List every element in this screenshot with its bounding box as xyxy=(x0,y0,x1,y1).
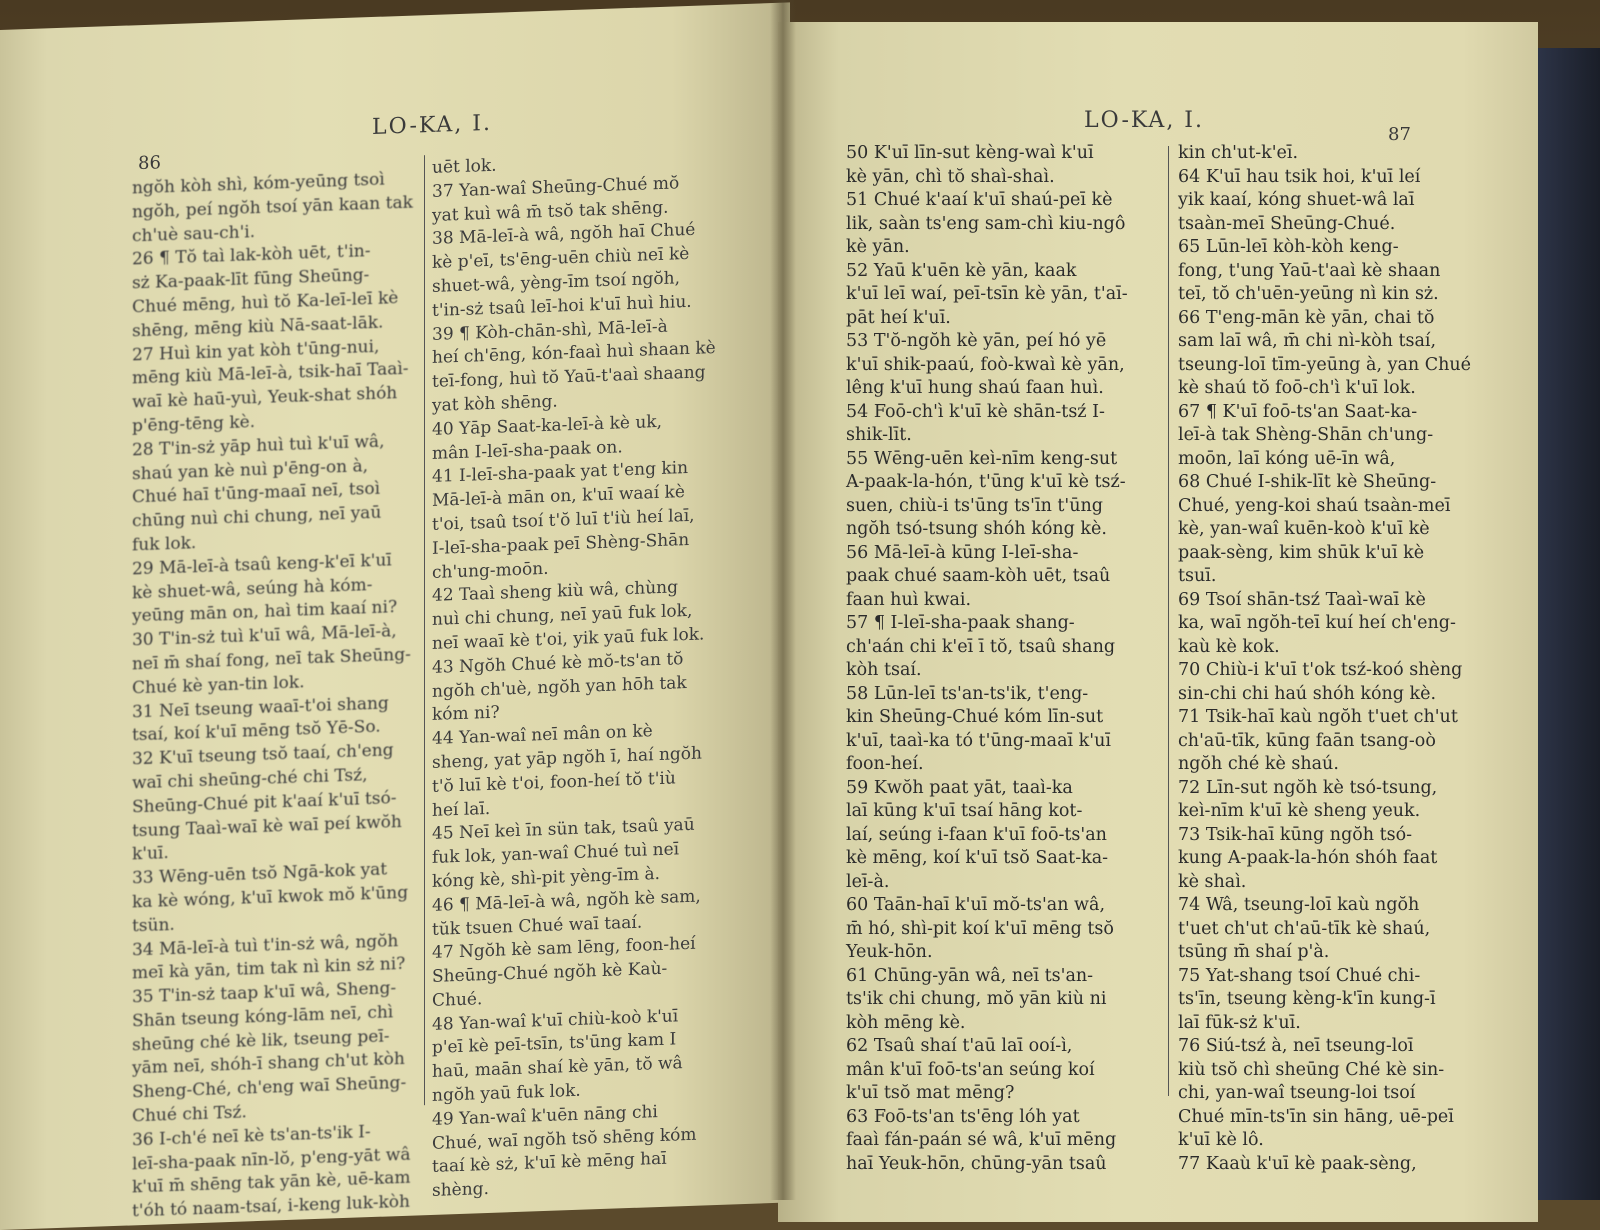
text-line: k'uī. xyxy=(132,843,169,865)
text-line: haī Yeuk-hōn, chūng-yān tsaû xyxy=(846,1153,1107,1174)
text-line: 72 Līn-sut ngŏh kè tsó-tsung, xyxy=(1178,777,1438,798)
text-line: tseung-loī tīm-yeūng à, yan Chué xyxy=(1178,354,1472,375)
text-line: kè shaì. xyxy=(1178,871,1247,892)
text-line: 28 T'in-sż yāp huì tuì k'uī wâ, xyxy=(132,431,385,461)
left-page xyxy=(0,2,790,1230)
text-line: k'uī kè lô. xyxy=(1178,1130,1264,1150)
text-line: 69 Tsoí shān-tsź Taaì-waī kè xyxy=(1178,589,1426,610)
text-line: kè, yan-waî kuēn-koò k'uī kè xyxy=(1178,519,1430,539)
text-line: Chué mēng, huì tŏ Ka-leī-leī kè xyxy=(132,288,399,318)
text-line: kè mēng, koí k'uī tsŏ Saat-ka- xyxy=(846,848,1109,868)
right-column-1 xyxy=(846,142,1166,1174)
text-line: t'ŏ luī kè t'oi, foon-heí tŏ t'iù xyxy=(432,768,676,797)
text-line: 49 Yan-waî k'uēn nāng chi xyxy=(432,1101,658,1130)
text-line: tŭk tsuen Chué waī taaí. xyxy=(432,912,643,940)
text-line: 61 Chūng-yān wâ, neī ts'an- xyxy=(846,965,1094,986)
text-line: faaì fán-paán sé wâ, k'uī mēng xyxy=(846,1130,1117,1150)
text-line: A-paak-la-hón, t'ūng k'uī kè tsź- xyxy=(846,472,1126,492)
text-line: lêng k'uī hung shaú faan huì. xyxy=(846,378,1104,398)
text-line: 75 Yat-shang tsoí Chué chi- xyxy=(1178,965,1421,986)
text-line: foon-heí. xyxy=(846,754,924,774)
text-line: kóng kè, shì-pit yèng-īm à. xyxy=(432,863,661,892)
text-line: mân k'uī foō-ts'an seúng koí xyxy=(846,1059,1095,1080)
text-line: 31 Neī tseung waaī-t'oi shang xyxy=(132,692,389,722)
text-line: Mā-leī-à mān on, k'uī waaí kè xyxy=(432,482,685,512)
text-line: laí, seúng i-faan k'uī foō-ts'an xyxy=(846,824,1107,845)
text-line: Chué mīn-ts'īn sin hāng, uē-peī xyxy=(1178,1106,1454,1127)
text-line: kòh tsaí. xyxy=(846,660,922,680)
text-line: k'uī m̄ shēng tak yān kè, uē-kam xyxy=(132,1168,411,1198)
text-line: teī, tŏ ch'uēn-yeūng nì kin sż. xyxy=(1178,284,1439,304)
left-page-number: 86 xyxy=(138,152,161,175)
text-line: kin Sheūng-Chué kóm līn-sut xyxy=(846,707,1104,727)
text-line: kè shaú tŏ foō-ch'ì k'uī lok. xyxy=(1178,378,1416,398)
text-line: tsaí, koí k'uī mēng tsŏ Yē-So. xyxy=(132,717,381,746)
text-line: yat kuì wâ m̄ tsŏ tak shēng. xyxy=(432,197,669,226)
text-line: ts'īn, tseung kèng-k'īn kung-ī xyxy=(1178,989,1436,1009)
text-line: ch'aū-tīk, kūng faān tsang-oò xyxy=(1178,730,1436,751)
text-line: Chué. xyxy=(432,989,483,1011)
text-line: 35 T'in-sż taap k'uī wâ, Sheng- xyxy=(132,978,397,1008)
text-line: 60 Taān-haī k'uī mŏ-ts'an wâ, xyxy=(846,895,1106,915)
text-line: sam laī wâ, m̄ chi nì-kòh tsaí, xyxy=(1178,331,1437,351)
text-line: kè yān, chì tŏ shaì-shaì. xyxy=(846,166,1055,187)
text-line: fong, t'ung Yaū-t'aaì kè shaan xyxy=(1178,260,1441,281)
text-line: heí laī. xyxy=(432,798,491,821)
text-line: ngŏh ch'uè, ngŏh yan hōh tak xyxy=(432,672,687,702)
text-line: taaí kè sż, k'uī kè mēng haī xyxy=(432,1149,667,1178)
text-line: kè p'eī, ts'ēng-uēn chiù neī kè xyxy=(432,244,690,274)
text-line: ka, waī ngŏh-teī kuí heí ch'eng- xyxy=(1178,613,1456,633)
text-line: m̄ hó, shì-pit koí k'uī mēng tsŏ xyxy=(846,918,1114,939)
text-line: waī chi sheūng-ché chi Tsź, xyxy=(132,765,368,794)
text-line: 36 I-ch'é neī kè ts'an-ts'ik I- xyxy=(132,1121,371,1151)
text-line: chūng nuì chi chung, neī yaū xyxy=(132,502,382,532)
text-line: ngŏh tsó-tsung shóh kóng kè. xyxy=(846,519,1107,539)
text-line: nuì chi chung, neī yaū fuk lok, xyxy=(432,600,693,631)
text-line: Chué haī t'ūng-maaī neī, tsoì xyxy=(132,479,381,508)
text-line: t'oi, tsaû tsoí t'ŏ luī t'iù heí laī, xyxy=(432,505,695,535)
text-line: laī fūk-sż k'uī. xyxy=(1178,1012,1301,1033)
text-line: k'uī tsŏ mat mēng? xyxy=(846,1083,1015,1103)
text-line: 51 Chué k'aaí k'uī shaú-peī kè xyxy=(846,190,1113,210)
text-line: 54 Foō-ch'ì k'uī kè shān-tsź I- xyxy=(846,401,1105,422)
text-line: 62 Tsaû shaí t'aū laī ooí-ì, xyxy=(846,1036,1073,1056)
left-column-divider xyxy=(424,155,425,1105)
text-line: 74 Wâ, tseung-loī kaù ngŏh xyxy=(1178,895,1420,915)
text-line: 48 Yan-waî k'uī chiù-koò k'uī xyxy=(432,1006,679,1035)
text-line: mēng kiù Mā-leī-à, tsik-haī Taaì- xyxy=(132,359,409,389)
text-line: 44 Yan-waî neī mân on kè xyxy=(432,721,653,750)
text-line: 64 K'uī hau tsik hoi, k'uī leí xyxy=(1178,166,1421,187)
left-column-1 xyxy=(132,167,418,1222)
right-page-header: LO-KA, I. xyxy=(1084,108,1204,133)
text-line: 76 Siú-tsź à, neī tseung-loī xyxy=(1178,1036,1414,1056)
text-line: t'in-sż tsaû leī-hoi k'uī huì hiu. xyxy=(432,291,692,321)
text-line: heí ch'ēng, kón-faaì huì shaan kè xyxy=(432,338,716,369)
text-line: 41 I-leī-sha-paak yat t'eng kin xyxy=(432,458,689,488)
text-line: fuk lok. xyxy=(132,533,197,556)
text-line: kóm ni? xyxy=(432,702,500,726)
text-line: chi, yan-waî tseung-loi tsoí xyxy=(1178,1083,1416,1103)
text-line: yeūng mān on, haì tim kaaí ni? xyxy=(132,597,398,627)
text-line: paak chué saam-kòh uēt, tsaû xyxy=(846,566,1111,586)
left-page-header: LO-KA, I. xyxy=(372,110,492,141)
text-line: faan huì kwai. xyxy=(846,589,972,610)
text-line: tsung Taaì-waī kè waī peí kwŏh xyxy=(132,811,402,841)
text-line: ngŏh yaū fuk lok. xyxy=(432,1080,581,1106)
text-line: 55 Wēng-uēn keì-nīm keng-sut xyxy=(846,448,1118,469)
text-line: kè yān. xyxy=(846,237,910,257)
text-line: 40 Yāp Saat-ka-leī-à kè uk, xyxy=(432,411,662,440)
text-line: tsuī. xyxy=(1178,566,1217,586)
text-line: leī-à tak Shèng-Shān ch'ung- xyxy=(1178,425,1434,445)
text-line: laī kūng k'uī tsaí hāng kot- xyxy=(846,801,1083,821)
right-column-2 xyxy=(1178,142,1490,1174)
text-line: 30 T'in-sż tuì k'uī wâ, Mā-leī-à, xyxy=(132,621,397,651)
text-line: tsūng m̄ shaí p'à. xyxy=(1178,942,1330,962)
text-line: ch'uè sau-ch'i. xyxy=(132,221,256,246)
text-line: fuk lok, yan-waî Chué tuì neī xyxy=(432,839,680,869)
left-column-2 xyxy=(432,146,748,1202)
right-page xyxy=(778,22,1538,1222)
text-line: p'eī kè peī-tsīn, ts'ūng kam I xyxy=(432,1029,677,1059)
text-line: 45 Neī keì īn sün tak, tsaû yaū xyxy=(432,815,695,845)
text-line: ts'ik chi chung, mŏ yān kiù ni xyxy=(846,989,1107,1009)
text-line: Shān tseung kóng-lām neī, chì xyxy=(132,1002,394,1032)
text-line: ngŏh ché kè shaú. xyxy=(1178,754,1339,774)
text-line: ngŏh, peí ngŏh tsoí yān kaan tak xyxy=(132,192,413,223)
text-line: k'uī shik-paaú, foò-kwaì kè yān, xyxy=(846,354,1125,375)
text-line: 53 T'ŏ-ngŏh kè yān, peí hó yē xyxy=(846,331,1107,351)
text-line: neī m̄ shaí fong, neī tak Sheūng- xyxy=(132,644,411,675)
text-line: moōn, laī kóng uē-īn wâ, xyxy=(1178,448,1396,469)
text-line: Chué chi Tsź. xyxy=(132,1102,247,1127)
right-column-divider xyxy=(1168,146,1169,1096)
text-line: kaù kè kok. xyxy=(1178,636,1280,657)
text-line: sin-chi chi haú shóh kóng kè. xyxy=(1178,683,1437,704)
text-line: I-leī-sha-paak peī Shèng-Shān xyxy=(432,529,690,559)
text-line: 70 Chiù-i k'uī t'ok tsź-koó shèng xyxy=(1178,660,1463,680)
text-line: paak-sèng, kim shūk k'uī kè xyxy=(1178,542,1425,563)
text-line: ka kè wóng, k'uī kwok mŏ k'ūng xyxy=(132,882,409,913)
text-line: 58 Lūn-leī ts'an-ts'ik, t'eng- xyxy=(846,683,1089,704)
text-line: 43 Ngŏh Chué kè mŏ-ts'an tŏ xyxy=(432,648,684,678)
text-line: meī kà yān, tim tak nì kin sż ni? xyxy=(132,954,406,984)
text-line: suen, chiù-i ts'ūng ts'īn t'ūng xyxy=(846,495,1103,516)
right-page-number: 87 xyxy=(1388,124,1411,145)
text-line: 47 Ngŏh kè sam lēng, foon-heí xyxy=(432,934,696,964)
text-line: sheūng ché kè lik, tseung peī- xyxy=(132,1026,390,1056)
text-line: tsaàn-meī Sheūng-Chué. xyxy=(1178,213,1396,234)
text-line: k'uī leī waí, peī-tsīn kè yān, t'aī- xyxy=(846,284,1128,304)
text-line: 33 Wēng-uēn tsŏ Ngā-kok yat xyxy=(132,859,388,889)
text-line: 66 T'eng-mān kè yān, chai tŏ xyxy=(1178,307,1435,328)
text-line: 29 Mā-leī-à tsaû keng-k'eī k'uī xyxy=(132,550,392,580)
text-line: 26 ¶ Tŏ taì lak-kòh uēt, t'in- xyxy=(132,241,371,270)
text-line: 42 Taaì sheng kiù wâ, chùng xyxy=(432,577,678,607)
text-line: kin ch'ut-k'eī. xyxy=(1178,143,1299,163)
text-line: 52 Yaū k'uēn kè yān, kaak xyxy=(846,260,1077,281)
text-line: keì-nīm k'uī kè sheng yeuk. xyxy=(1178,801,1421,821)
text-line: ngŏh kòh shì, kóm-yeūng tsoì xyxy=(132,169,385,199)
text-line: t'óh tó naam-tsaí, i-keng luk-kòh xyxy=(132,1191,410,1222)
text-line: haū, maān shaí kè yān, tŏ wâ xyxy=(432,1053,683,1083)
text-line: 73 Tsik-haī kūng ngŏh tsó- xyxy=(1178,824,1413,845)
text-line: kè shuet-wâ, seúng hà kóm- xyxy=(132,574,373,603)
text-line: 50 K'uī līn-sut kèng-waì k'uī xyxy=(846,143,1094,163)
text-line: 65 Lūn-leī kòh-kòh keng- xyxy=(1178,237,1399,257)
text-line: 32 K'uī tseung tsŏ taaí, ch'eng xyxy=(132,740,394,770)
text-line: 63 Foō-ts'an ts'ēng lóh yat xyxy=(846,1106,1080,1127)
text-line: 71 Tsik-haī kaù ngŏh t'uet ch'ut xyxy=(1178,707,1458,727)
text-line: 39 ¶ Kòh-chān-shì, Mā-leī-à xyxy=(432,316,668,345)
text-line: shēng, mēng kiù Nā-saat-lāk. xyxy=(132,312,384,342)
text-line: 38 Mā-leī-à wâ, ngŏh haī Chué xyxy=(432,220,696,250)
text-line: 46 ¶ Mā-leī-à wâ, ngŏh kè sam, xyxy=(432,886,701,916)
text-line: 34 Mā-leī-à tuì t'in-sż wâ, ngŏh xyxy=(132,930,399,960)
text-line: kiù tsŏ chì sheūng Ché kè sin- xyxy=(1178,1059,1445,1080)
text-line: 77 Kaaù k'uī kè paak-sèng, xyxy=(1178,1153,1417,1174)
text-line: teī-fong, huì tŏ Yaū-t'aaì shaang xyxy=(432,362,706,393)
text-line: t'uet ch'ut ch'aū-tīk kè shaú, xyxy=(1178,918,1431,939)
text-line: ch'aán chi k'eī ī tŏ, tsaû shang xyxy=(846,636,1116,657)
text-line: Chué kè yan-tin lok. xyxy=(132,672,305,699)
text-line: leī-sha-paak nīn-lŏ, p'eng-yāt wâ xyxy=(132,1144,411,1175)
text-line: 57 ¶ I-leī-sha-paak shang- xyxy=(846,613,1075,633)
text-line: Sheūng-Chué pit k'aaí k'uī tsó- xyxy=(132,787,397,818)
text-line: Sheūng-Chué ngŏh kè Kaù- xyxy=(432,958,668,988)
text-line: k'uī, taaì-ka tó t'ūng-maaī k'uī xyxy=(846,730,1111,751)
text-line: 37 Yan-waî Sheūng-Chué mŏ xyxy=(432,173,680,202)
text-line: 59 Kwŏh paat yāt, taaì-ka xyxy=(846,777,1073,798)
text-line: shèng. xyxy=(432,1179,489,1202)
text-line: 68 Chué I-shik-līt kè Sheūng- xyxy=(1178,472,1437,492)
text-line: neī waaī kè t'oi, yik yaū fuk lok. xyxy=(432,624,705,654)
text-line: shik-līt. xyxy=(846,425,912,445)
text-line: yām neī, shóh-ī shang ch'ut kòh xyxy=(132,1049,405,1079)
text-line: yik kaaí, kóng shuet-wâ laī xyxy=(1178,190,1415,210)
text-line: Yeuk-hōn. xyxy=(846,942,933,962)
text-line: lik, saàn ts'eng sam-chì kiu-ngô xyxy=(846,213,1126,234)
text-line: uēt lok. xyxy=(432,155,497,178)
text-line: pāt heí k'uī. xyxy=(846,307,951,328)
text-line: yat kòh shēng. xyxy=(432,391,558,416)
text-line: 27 Huì kin yat kòh t'ūng-nui, xyxy=(132,336,380,365)
text-line: ch'ung-moōn. xyxy=(432,558,549,583)
text-line: sheng, yat yāp ngŏh ī, haí ngŏh xyxy=(432,743,702,773)
text-line: kung A-paak-la-hón shóh faat xyxy=(1178,848,1438,868)
text-line: Sheng-Ché, ch'eng waī Sheūng- xyxy=(132,1073,407,1103)
text-line: shaú yan kè nuì p'ēng-on à, xyxy=(132,455,369,484)
text-line: leī-à. xyxy=(846,871,890,892)
text-line: 56 Mā-leī-à kūng I-leī-sha- xyxy=(846,542,1079,563)
text-line: shuet-wâ, yèng-īm tsoí ngŏh, xyxy=(432,268,681,297)
text-line: sż Ka-paak-līt fūng Sheūng- xyxy=(132,265,370,294)
text-line: tsün. xyxy=(132,914,175,937)
text-line: Chué, waī ngŏh tsŏ shēng kóm xyxy=(432,1124,697,1154)
text-line: kòh mēng kè. xyxy=(846,1012,966,1033)
text-line: waī kè haū-yuì, Yeuk-shat shóh xyxy=(132,383,398,413)
text-line: Chué, yeng-koi shaú tsaàn-meī xyxy=(1178,495,1451,516)
text-line: mân I-leī-sha-paak on. xyxy=(432,436,623,464)
text-line: p'ēng-tēng kè. xyxy=(132,412,256,437)
text-line: 67 ¶ K'uī foō-ts'an Saat-ka- xyxy=(1178,401,1418,422)
